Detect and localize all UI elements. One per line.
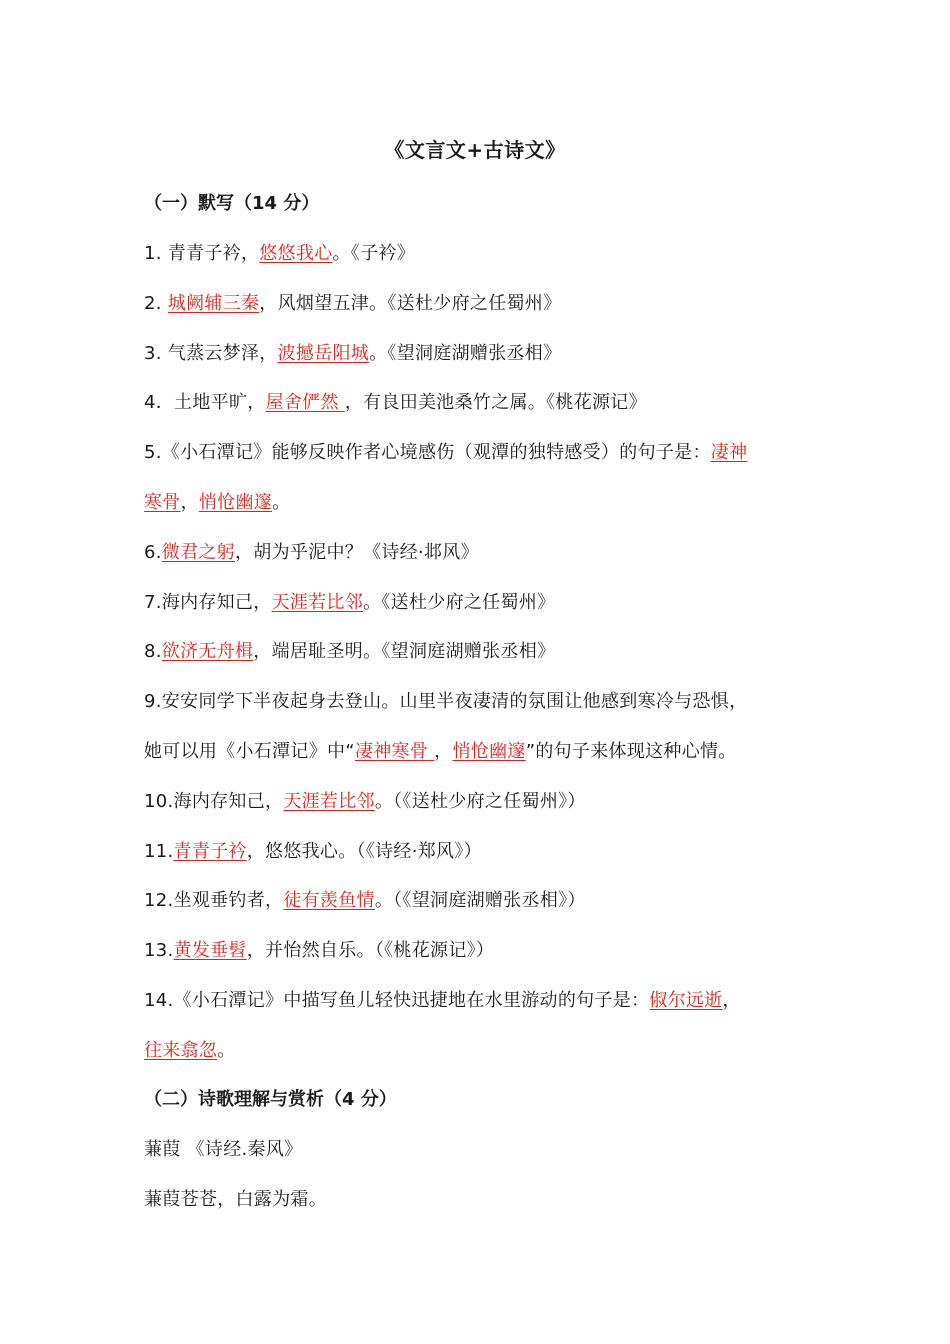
answer-text: 微君之躬 [161, 542, 235, 563]
question-line-q7 [144, 588, 555, 614]
section-heading-poetry: （二）诗歌理解与赏析（4 分） [144, 1089, 397, 1110]
answer-text: 往来翕忽 [144, 1040, 218, 1061]
question-line-q4 [144, 388, 647, 414]
question-line-q9b [144, 737, 737, 763]
question-text: 8. [144, 641, 162, 662]
answer-text: 城阙辅三秦 [167, 293, 260, 314]
poem-first-line: 蒹葭苍苍，白露为霜。 [144, 1189, 327, 1210]
question-text: ，悠悠我心。（《诗经·郑风》） [246, 841, 482, 862]
answer-text: 欲济无舟楫 [161, 641, 254, 662]
answer-text: 青青子衿 [173, 841, 247, 862]
question-line-q11 [144, 837, 482, 863]
question-text: 11. [144, 841, 174, 862]
answer-text: 悠悠我心 [259, 243, 333, 264]
answer-text: 悄怆幽邃 [198, 492, 273, 513]
question-line-q3 [144, 339, 561, 365]
answer-text: 悄怆幽邃 [452, 741, 526, 762]
question-line-q12 [144, 886, 586, 912]
answer-text: 徒有羡鱼情 [283, 890, 375, 911]
question-text: ，胡为乎泥中？《诗经·邶风》 [234, 542, 479, 563]
question-text: 。 [272, 492, 291, 513]
answer-text: 凄神 [710, 442, 748, 463]
question-text: 她可以用《小石潭记》中“ [144, 741, 355, 762]
question-text: 。《子衿》 [332, 243, 415, 264]
question-line-q5b [144, 488, 290, 514]
answer-text: 寒骨 [144, 492, 181, 513]
question-line-q10 [144, 787, 586, 813]
question-text: 14.《小石潭记》中描写鱼儿轻快迅捷地在水里游动的句子是： [144, 990, 650, 1011]
question-text: 13. [144, 940, 174, 961]
answer-text: 波撼岳阳城 [277, 343, 370, 364]
question-text: 2. [144, 293, 168, 314]
question-line-q6 [144, 538, 479, 564]
question-text: ，并怡然自乐。（《桃花源记》） [246, 940, 495, 961]
answer-text: 屋舍俨然 [265, 392, 345, 413]
question-text: 1. 青青子衿， [144, 243, 260, 264]
question-line-q9a [144, 687, 747, 713]
question-text: 5.《小石潭记》能够反映作者心境感伤（观潭的独特感受）的句子是： [144, 442, 711, 463]
question-line-q14a [144, 986, 741, 1012]
question-text: ，有良田美池桑竹之属。《桃花源记》 [344, 392, 647, 413]
question-line-q8 [144, 637, 555, 663]
question-text: 6. [144, 542, 162, 563]
question-text: 9.安安同学下半夜起身去登山。山里半夜凄清的氛围让他感到寒冷与恐惧， [144, 691, 748, 712]
question-text: 10.海内存知己， [144, 791, 284, 812]
question-text: 7.海内存知己， [144, 592, 272, 613]
poem-title-line: 蒹葭 《诗经.秦风》 [144, 1139, 303, 1160]
question-text: ， [434, 741, 453, 762]
question-line-q2 [144, 289, 561, 315]
question-text: 。（《望洞庭湖赠张丞相》） [374, 890, 586, 911]
question-line-q13 [144, 936, 494, 962]
question-text: 。《望洞庭湖赠张丞相》 [369, 343, 562, 364]
answer-text: 俶尔远逝 [649, 990, 723, 1011]
question-text: ， [180, 492, 199, 513]
section-heading-dictation: （一）默写（14 分） [144, 193, 320, 214]
question-line-q14b [144, 1036, 236, 1062]
question-text: 。《送杜少府之任蜀州》 [363, 592, 556, 613]
answer-text: 天涯若比邻 [283, 791, 375, 812]
question-text: 。 [217, 1040, 236, 1061]
question-text: 12.坐观垂钓者， [144, 890, 284, 911]
question-line-q1 [144, 239, 415, 265]
answer-text: 黄发垂髫 [173, 940, 247, 961]
question-text: 4．土地平旷， [144, 392, 266, 413]
answer-text: 凄神寒骨 [354, 741, 435, 762]
question-line-q5a [144, 438, 747, 464]
question-text: ”的句子来体现这种心情。 [525, 741, 737, 762]
question-text: ，风烟望五津。《送杜少府之任蜀州》 [259, 293, 562, 314]
question-text: 3. 气蒸云梦泽， [144, 343, 278, 364]
question-text: ，端居耻圣明。《望洞庭湖赠张丞相》 [253, 641, 556, 662]
document-title: 《文言文+古诗文》 [384, 138, 566, 162]
question-text: ， [722, 990, 741, 1011]
answer-text: 天涯若比邻 [271, 592, 364, 613]
question-text: 。（《送杜少府之任蜀州》） [374, 791, 586, 812]
